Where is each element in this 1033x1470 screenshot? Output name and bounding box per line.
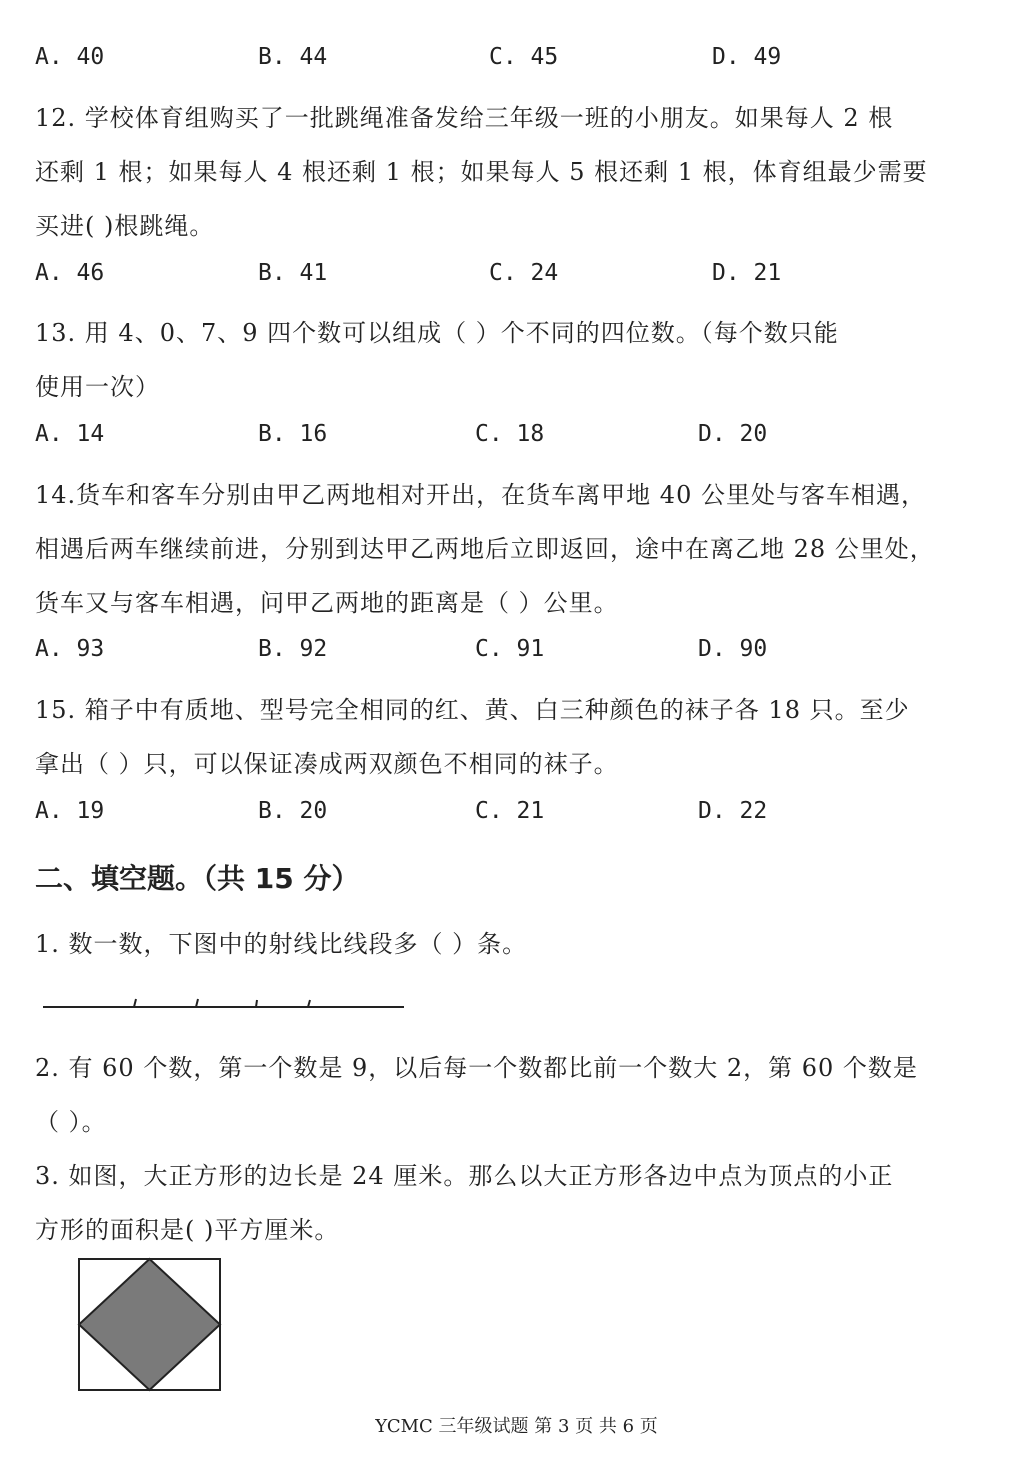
square-figure [76, 1256, 226, 1394]
option-b: B. 20 [258, 798, 328, 824]
question-14-line-1: 14.货车和客车分别由甲乙两地相对开出，在货车离甲地 40 公里处与客车相遇， [35, 481, 926, 509]
tick-mark [256, 1000, 257, 1007]
tick-mark [308, 1000, 310, 1007]
question-15-line-2: 拿出（ ）只，可以保证凑成两双颜色不相同的袜子。 [35, 750, 619, 778]
fill-3-line-1: 3. 如图，大正方形的边长是 24 厘米。那么以大正方形各边中点为顶点的小正 [35, 1162, 894, 1190]
option-a: A. 40 [35, 44, 105, 70]
option-a: A. 93 [35, 636, 105, 662]
question-15-line-1: 15. 箱子中有质地、型号完全相同的红、黄、白三种颜色的袜子各 18 只。至少 [35, 696, 910, 724]
option-b: B. 16 [258, 421, 328, 447]
question-12-line-2: 还剩 1 根；如果每人 4 根还剩 1 根；如果每人 5 根还剩 1 根，体育组最少需要 [35, 158, 928, 186]
option-d: D. 49 [712, 44, 782, 70]
q13-options [35, 421, 935, 453]
option-c: C. 18 [475, 421, 545, 447]
option-c: C. 24 [489, 260, 559, 286]
fill-1-text: 1. 数一数，下图中的射线比线段多（ ）条。 [35, 930, 528, 958]
page-footer: YCMC 三年级试题 第 3 页 共 6 页 [375, 1416, 658, 1437]
section-title: 二、填空题。（共 15 分） [35, 862, 360, 895]
option-d: D. 22 [698, 798, 768, 824]
question-13-line-2: 使用一次） [35, 373, 160, 401]
tick-mark [134, 999, 136, 1007]
fill-2-line-1: 2. 有 60 个数，第一个数是 9，以后每一个数都比前一个数大 2，第 60 个数是 [35, 1054, 918, 1082]
tick-mark [196, 999, 198, 1007]
q11-options [35, 44, 935, 76]
question-13-line-1: 13. 用 4、0、7、9 四个数可以组成（ ）个不同的四位数。（每个数只能 [35, 319, 839, 347]
option-d: D. 20 [698, 421, 768, 447]
question-12-line-1: 12. 学校体育组购买了一批跳绳准备发给三年级一班的小朋友。如果每人 2 根 [35, 104, 894, 132]
option-b: B. 44 [258, 44, 328, 70]
question-14-line-3: 货车又与客车相遇，问甲乙两地的距离是（ ）公里。 [35, 589, 619, 617]
q15-options [35, 798, 935, 830]
question-12-line-3: 买进( )根跳绳。 [35, 212, 215, 240]
option-d: D. 21 [712, 260, 782, 286]
option-c: C. 45 [489, 44, 559, 70]
option-b: B. 41 [258, 260, 328, 286]
option-b: B. 92 [258, 636, 328, 662]
option-c: C. 21 [475, 798, 545, 824]
option-a: A. 46 [35, 260, 105, 286]
option-a: A. 19 [35, 798, 105, 824]
fill-2-line-2: （ ）。 [35, 1108, 107, 1136]
ray-segment-figure [40, 994, 410, 1014]
option-d: D. 90 [698, 636, 768, 662]
fill-3-line-2: 方形的面积是( )平方厘米。 [35, 1216, 340, 1244]
question-14-line-2: 相遇后两车继续前进，分别到达甲乙两地后立即返回，途中在离乙地 28 公里处， [35, 535, 935, 563]
option-a: A. 14 [35, 421, 105, 447]
q12-options [35, 260, 935, 292]
option-c: C. 91 [475, 636, 545, 662]
q14-options [35, 636, 935, 668]
